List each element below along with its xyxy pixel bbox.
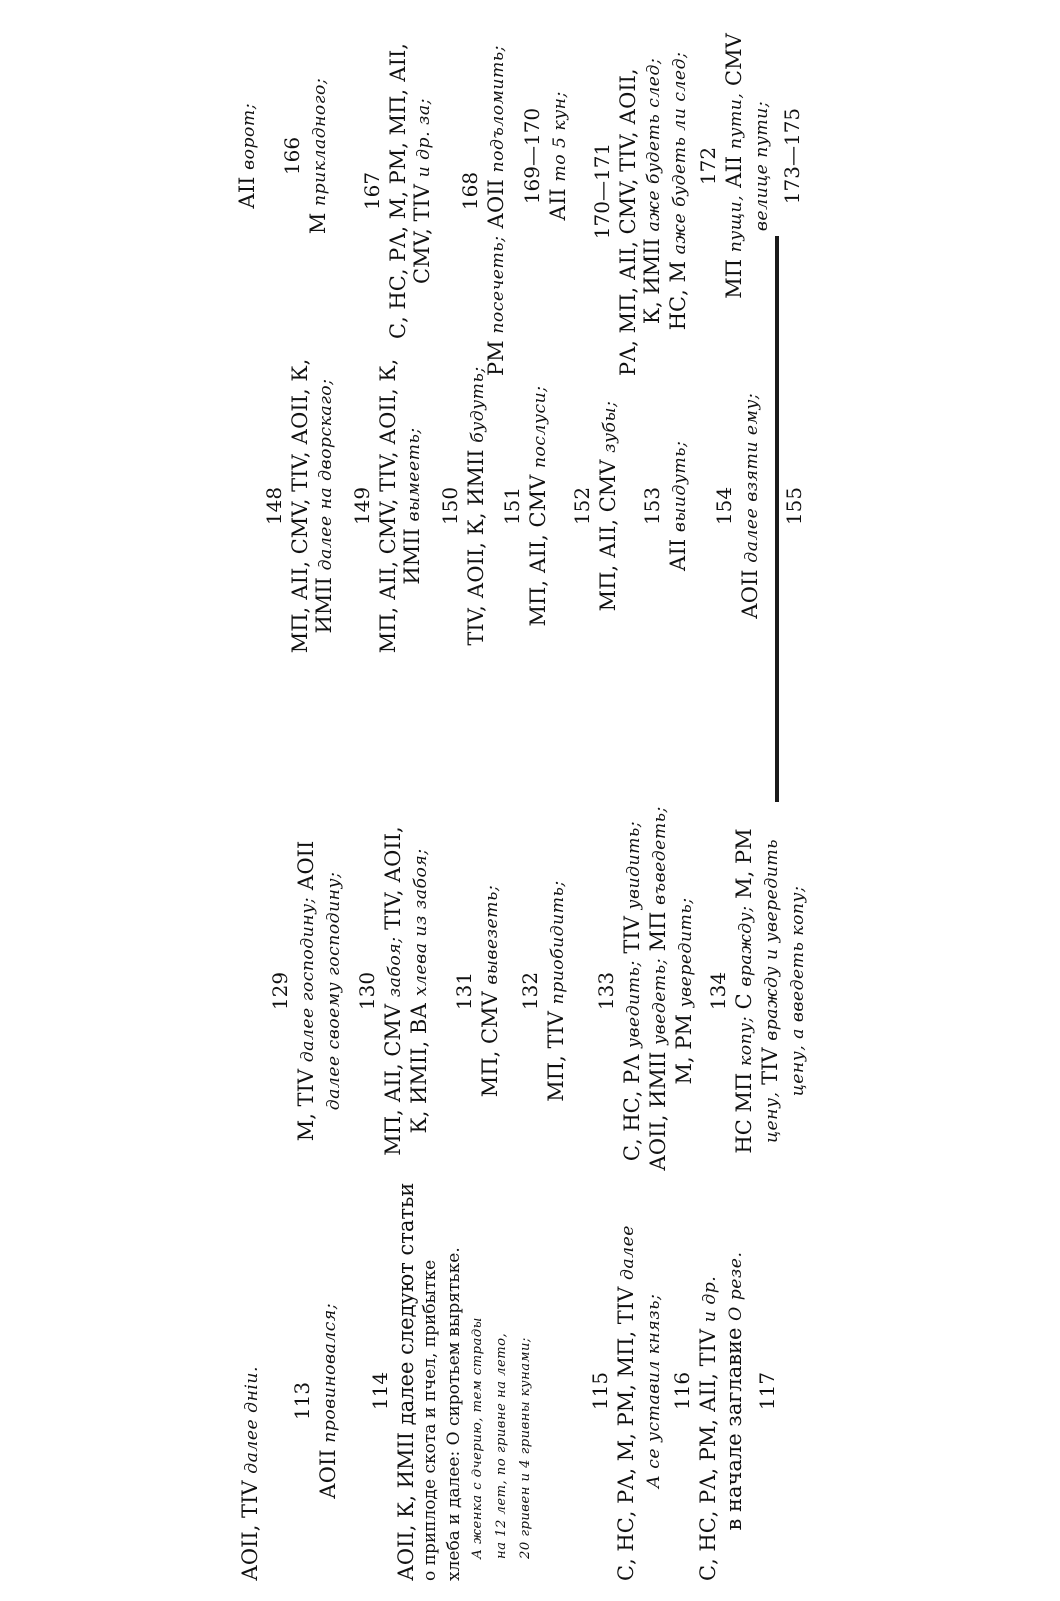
entry-133: 133 С, НС, РΛ уведить; TIV увидить; АОII, ИМII уведеть; МП въведеть; М, РМ увередить; — [594, 806, 696, 1171]
entry-170-171: 170—171 РΛ, МП, АII, СМV, TIV, АОII, К, ИМII аже будеть след; НС, М аже будеть ли след; — [590, 51, 690, 376]
entry-165-tail: АII ворот; — [235, 102, 259, 210]
entry-172: 172 МП пущи, АII пути, СМV велице пути; — [696, 33, 772, 299]
entry-130: 130 МП, АII, СМV забоя; TIV, АОII, К, ИМII, ВА хлева из забоя; — [355, 826, 431, 1156]
entry-112-tail: АОII, TIV далее дніи. — [238, 1366, 262, 1581]
entry-150: 150 TIV, АОII, К, ИМII будуть; — [438, 366, 488, 646]
entry-173-175: 173—175 — [780, 107, 804, 205]
entry-115: 115 С, НС, РΛ, М, РМ, МП, TIV далее А се уставил князь; — [588, 1225, 664, 1581]
entry-149: 149 МП, АII, СМV, TIV, АОII, К, ИМII вымееть; — [350, 358, 424, 654]
right-column — [0, 0, 1060, 766]
entry-167: 167 С, НС, РΛ, М, РМ, МП, АII, СМV, TIV и др. за; — [360, 43, 434, 339]
entry-148: 148 МП, АII, СМV, TIV, АОII, К, ИМII далее на дворскаго; — [262, 358, 336, 654]
entry-132: 132 МП, TIV приобидить; — [518, 880, 568, 1102]
entry-152: 152 МП, АII, СМV зубы; — [570, 400, 620, 612]
entry-113: 113 АОII провиновался; — [290, 1302, 340, 1500]
entry-129: 129 М, TIV далее господину; АОII далее своему господину; — [268, 840, 344, 1142]
left-column — [0, 806, 1060, 1601]
entry-169-170: 169—170 АII то 5 кун; — [520, 91, 570, 221]
entry-116: 116 С, НС, РΛ, РМ, АII, TIV и др. в начале заглавие О резе. — [670, 1251, 746, 1581]
entry-153: 153 АII выидуть; — [640, 440, 690, 572]
entry-155: 155 — [782, 486, 806, 526]
entry-168: 168 РМ посечеть; АОII подъломить; — [458, 45, 508, 376]
entry-117: 117 — [755, 1371, 779, 1411]
entry-154: 154 АОII далее взяти ему; — [712, 392, 762, 620]
entry-134: 134 НС МП копу; С вражду; М, РМ цену, TIV вражду и увередить цену, а введеть копу; — [706, 828, 808, 1154]
entry-151: 151 МП, АII, СМV послуси; — [500, 385, 550, 627]
entry-166: 166 М прикладного; — [280, 77, 330, 235]
entry-131: 131 МП, СМV вывезеть; — [452, 884, 502, 1098]
entry-114: 114 АОII, К, ИМII далее следуют статьи о приплоде скота и пчел, прибытке хлеба и далее: О сиротьем вырятьке. А женка с дчерию, тем страды на 12 лет, по гривне на лето, 20 гривен и 4 гривны кунами; — [368, 1182, 533, 1581]
